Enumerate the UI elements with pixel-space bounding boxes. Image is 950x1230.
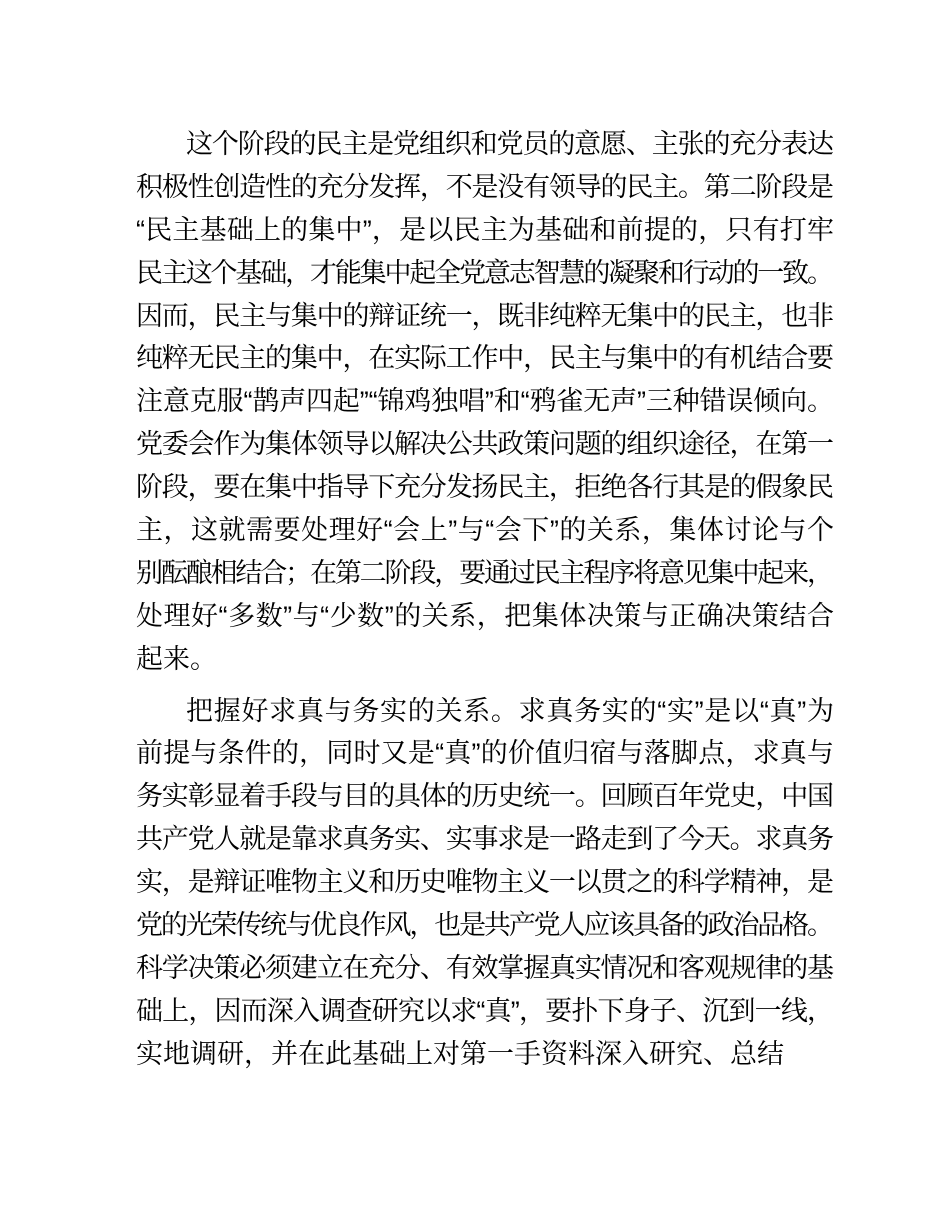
text-line-content: 阶段，要在集中指导下充分发扬民主，拒绝各行其是的假象民 xyxy=(136,472,834,503)
text-line xyxy=(136,163,834,206)
text-line-content: “民主基础上的集中”，是以民主为基础和前提的，只有打牢 xyxy=(136,214,834,245)
paragraph xyxy=(136,687,834,1073)
paragraph xyxy=(136,120,834,678)
text-line xyxy=(136,377,834,420)
text-line-content: 党的光荣传统与优良作风，也是共产党人应该具备的政治品格。 xyxy=(136,910,834,941)
text-line-content: 党委会作为集体领导以解决公共政策问题的组织途径，在第一 xyxy=(136,429,834,460)
text-line-content: 处理好“多数”与“少数”的关系，把集体决策与正确决策结合 xyxy=(136,600,834,631)
text-line-content: 积极性创造性的充分发挥，不是没有领导的民主。第二阶段是 xyxy=(136,171,834,202)
text-line xyxy=(136,549,834,592)
text-line xyxy=(136,987,834,1030)
text-line-content: 因而，民主与集中的辩证统一，既非纯粹无集中的民主，也非 xyxy=(136,300,834,331)
text-line-content: 起来。 xyxy=(136,643,217,674)
text-line-content: 务实彰显着手段与目的具体的历史统一。回顾百年党史，中国 xyxy=(136,781,834,812)
text-line xyxy=(136,815,834,858)
text-line xyxy=(136,506,834,549)
text-line-content: 实地调研，并在此基础上对第一手资料深入研究、总结 xyxy=(136,1038,784,1069)
text-line xyxy=(136,635,834,678)
text-line xyxy=(136,1030,834,1073)
text-line-content: 别酝酿相结合；在第二阶段，要通过民主程序将意见集中起来， xyxy=(136,557,834,588)
text-line xyxy=(136,334,834,377)
text-line-content: 础上，因而深入调查研究以求“真”，要扑下身子、沉到一线， xyxy=(136,995,834,1026)
text-line-content: 注意克服“鹊声四起”“锦鸡独唱”和“鸦雀无声”三种错误倾向。 xyxy=(136,386,834,417)
text-line xyxy=(136,249,834,292)
text-line-content: 这个阶段的民主是党组织和党员的意愿、主张的充分表达 xyxy=(186,129,834,159)
text-line xyxy=(136,772,834,815)
text-line xyxy=(136,206,834,249)
text-line xyxy=(136,901,834,944)
text-line xyxy=(136,420,834,463)
text-line xyxy=(136,292,834,335)
document-text xyxy=(136,120,834,1073)
text-line-content: 共产党人就是靠求真务实、实事求是一路走到了今天。求真务 xyxy=(136,824,834,855)
text-line xyxy=(136,592,834,635)
text-line xyxy=(136,729,834,772)
text-line-content: 把握好求真与务实的关系。求真务实的“实”是以“真”为 xyxy=(186,695,834,726)
text-line-content: 纯粹无民主的集中，在实际工作中，民主与集中的有机结合要 xyxy=(136,343,834,374)
text-line-content: 实，是辩证唯物主义和历史唯物主义一以贯之的科学精神，是 xyxy=(136,867,834,898)
text-line xyxy=(136,944,834,987)
text-line xyxy=(136,687,834,730)
text-line-content: 前提与条件的，同时又是“真”的价值归宿与落脚点，求真与 xyxy=(136,738,834,769)
text-line-content: 民主这个基础，才能集中起全党意志智慧的凝聚和行动的一致。 xyxy=(136,257,834,288)
text-line-content: 科学决策必须建立在充分、有效掌握真实情况和客观规律的基 xyxy=(136,952,834,983)
text-line-content: 主，这就需要处理好“会上”与“会下”的关系，集体讨论与个 xyxy=(136,515,834,546)
text-line xyxy=(136,858,834,901)
text-line xyxy=(136,463,834,506)
text-line xyxy=(136,120,834,163)
